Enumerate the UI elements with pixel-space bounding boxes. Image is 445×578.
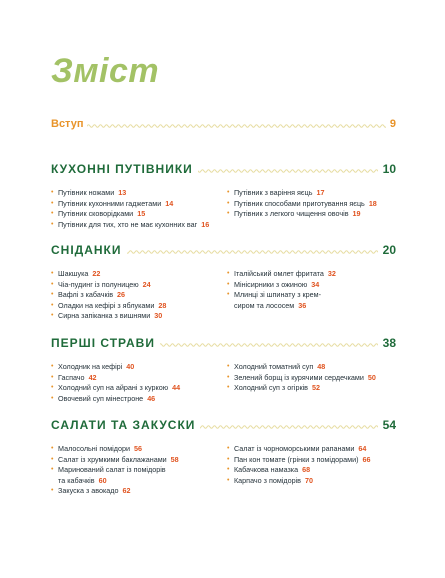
- toc-entry[interactable]: • Путівник сковорідками 15: [51, 209, 226, 220]
- toc-entry[interactable]: • Маринований салат із помідорів та кабачків 60: [51, 465, 226, 486]
- toc-entry[interactable]: • Салат із чорноморськими рапанами 64: [227, 444, 399, 455]
- intro-label: Вступ: [51, 118, 87, 130]
- wave-divider: [51, 123, 396, 129]
- toc-entry[interactable]: • Путівник для тих, хто не має кухонних ваг 16: [51, 220, 226, 231]
- section-header[interactable]: [51, 336, 396, 354]
- toc-entry[interactable]: • Вафлі з кабачків 26: [51, 290, 226, 301]
- toc-entry[interactable]: • Чіа-пудинг із полуницею 24: [51, 280, 226, 291]
- right-column: [227, 269, 399, 311]
- toc-entry[interactable]: • Путівник способами приготування яєць 18: [227, 199, 399, 210]
- section-title: СНІДАНКИ: [51, 243, 127, 257]
- toc-entry[interactable]: • Холодний суп з огірків 52: [227, 383, 399, 394]
- toc-entry[interactable]: • Карпачо з помідорів 70: [227, 476, 399, 487]
- right-column: [227, 188, 399, 220]
- intro-entry[interactable]: [51, 118, 396, 136]
- toc-entry[interactable]: • Сирна запіканка з вишнями 30: [51, 311, 226, 322]
- toc-entry[interactable]: • Зелений борщ із курячими сердечками 50: [227, 373, 399, 384]
- intro-page: 9: [386, 118, 396, 130]
- left-column: [51, 188, 226, 230]
- toc-entry[interactable]: • Путівник кухонними гаджетами 14: [51, 199, 226, 210]
- toc-entry[interactable]: • Закуска з авокадо 62: [51, 486, 226, 497]
- toc-entry[interactable]: • Овочевий суп мінестроне 46: [51, 394, 226, 405]
- toc-entry[interactable]: • Холодник на кефірі 40: [51, 362, 226, 373]
- left-column: [51, 269, 226, 322]
- section-page: 54: [378, 418, 396, 432]
- right-column: [227, 362, 399, 394]
- toc-entry[interactable]: • Путівник з легкого чищення овочів 19: [227, 209, 399, 220]
- section-title: САЛАТИ ТА ЗАКУСКИ: [51, 418, 200, 432]
- section-page: 10: [378, 162, 396, 176]
- toc-entry[interactable]: • Холодний томатний суп 48: [227, 362, 399, 373]
- section-first-courses: [51, 336, 396, 403]
- toc-entry[interactable]: • Оладки на кефірі з яблуками 28: [51, 301, 226, 312]
- section-breakfasts: [51, 243, 396, 321]
- section-title: ПЕРШІ СТРАВИ: [51, 336, 160, 350]
- toc-entry[interactable]: • Путівник з варіння яєць 17: [227, 188, 399, 199]
- section-page: 38: [378, 336, 396, 350]
- toc-entry[interactable]: • Салат із хрумкими баклажанами 58: [51, 455, 226, 466]
- toc-entry[interactable]: • Італійський омлет фритата 32: [227, 269, 399, 280]
- section-header[interactable]: [51, 243, 396, 261]
- toc-entry[interactable]: • Холодний суп на айрані з куркою 44: [51, 383, 226, 394]
- toc-entry[interactable]: • Путівник ножами 13: [51, 188, 226, 199]
- section-kitchen-guides: [51, 162, 396, 229]
- section-title: КУХОННІ ПУТІВНИКИ: [51, 162, 198, 176]
- toc-entry[interactable]: • Кабачкова намазка 68: [227, 465, 399, 476]
- section-salads-snacks: [51, 418, 396, 496]
- toc-entry[interactable]: • Млинці зі шпинату з крем- сиром та лососем 36: [227, 290, 399, 311]
- toc-entry[interactable]: • Пан кон томате (грінки з помідорами) 66: [227, 455, 399, 466]
- page-title: Зміст: [51, 52, 160, 90]
- right-column: [227, 444, 399, 486]
- section-header[interactable]: [51, 418, 396, 436]
- section-page: 20: [378, 243, 396, 257]
- left-column: [51, 444, 226, 497]
- toc-entry[interactable]: • Шакшука 22: [51, 269, 226, 280]
- left-column: [51, 362, 226, 404]
- toc-entry[interactable]: • Малосольні помідори 56: [51, 444, 226, 455]
- section-header[interactable]: [51, 162, 396, 180]
- toc-entry[interactable]: • Мінісирники з ожиною 34: [227, 280, 399, 291]
- toc-entry[interactable]: • Гаспачо 42: [51, 373, 226, 384]
